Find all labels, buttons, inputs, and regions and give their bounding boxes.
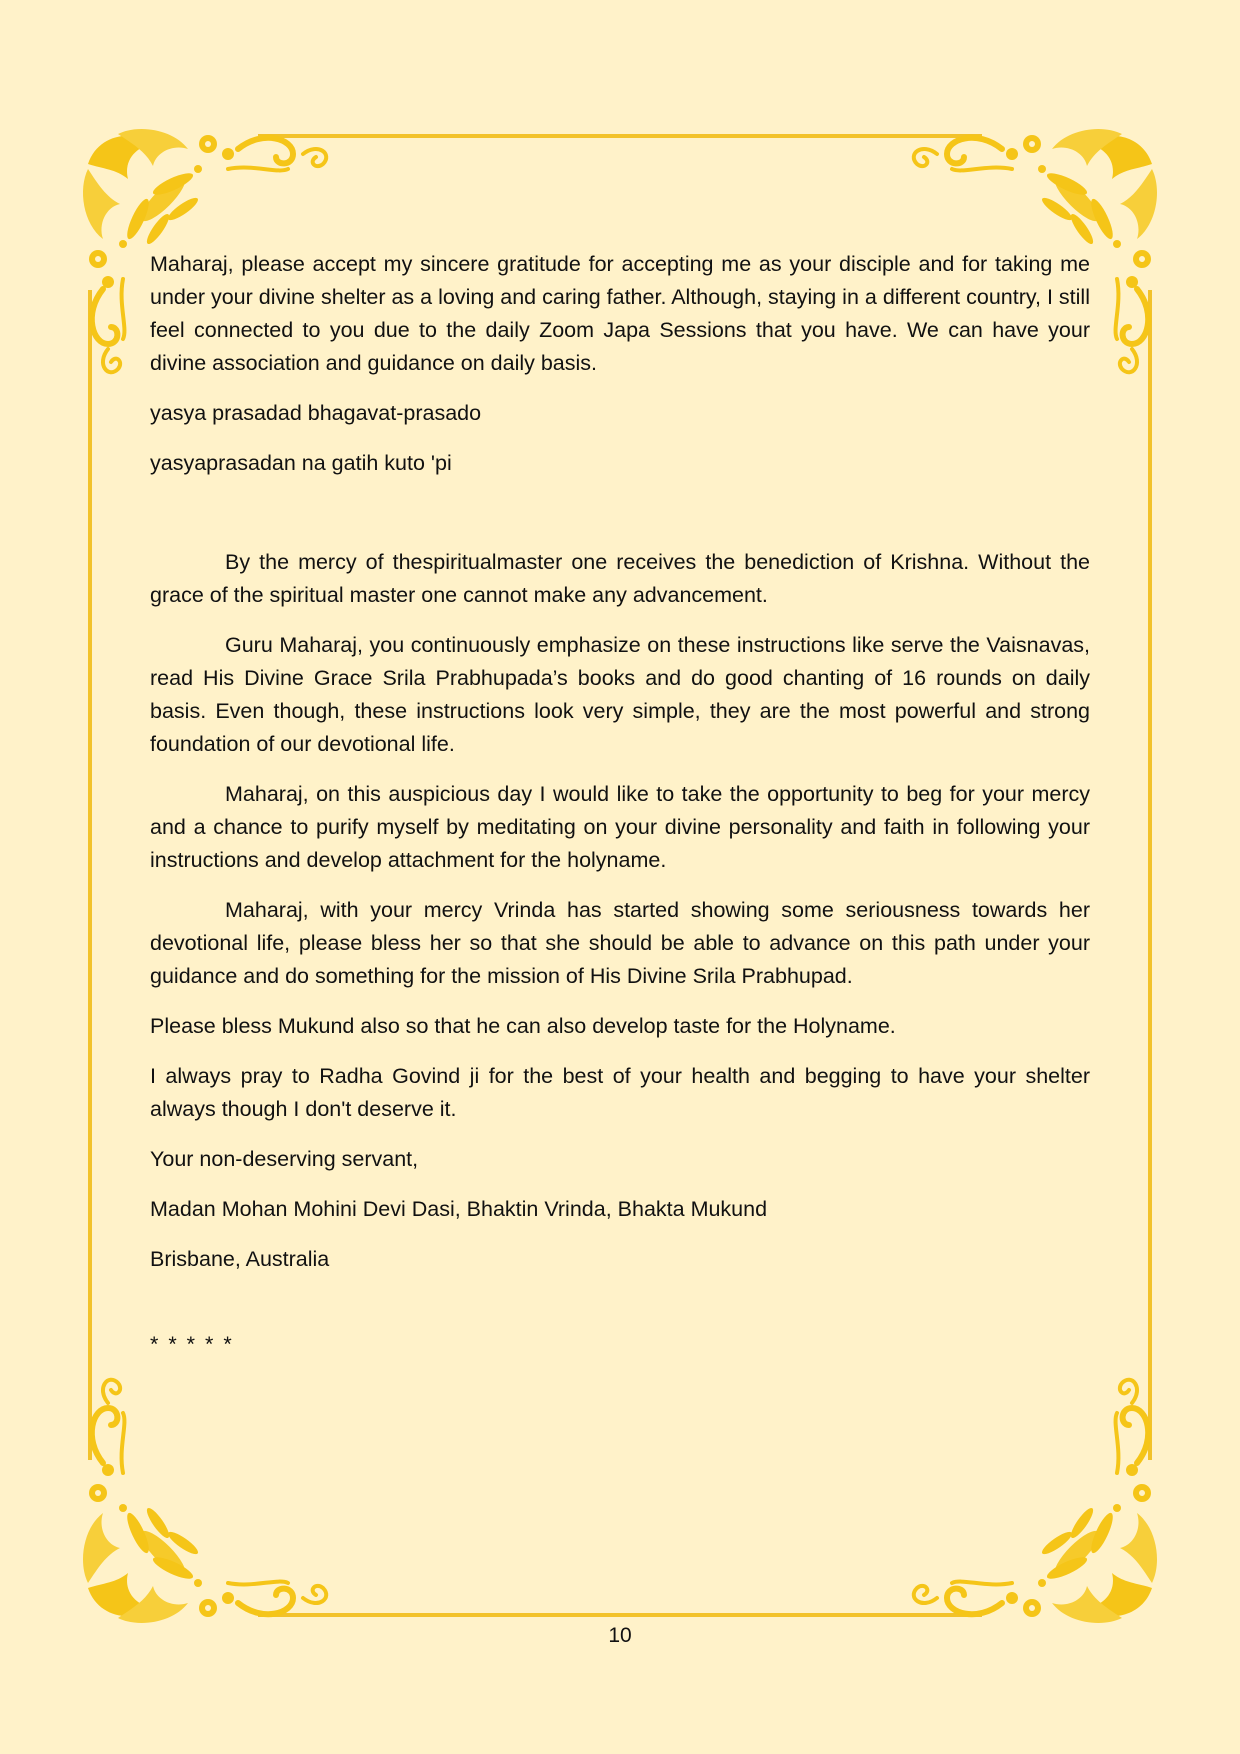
paragraph-prayer: I always pray to Radha Govind ji for the best of your health and begging to have your shelter always though I don't deserve it. (150, 1064, 1090, 1121)
paragraph-gratitude: Maharaj, please accept my sincere gratitude for accepting me as your disciple and for taking me under your divine shelter as a loving and caring father. Although, staying in a different country, I still feel connected to you due to the daily Zoom Japa Sessions that you have. We can have your divine association and guidance on daily basis. (150, 252, 1090, 375)
floral-corner-bottom-right-icon (914, 1380, 1157, 1623)
section-separator: * * * * * (150, 1332, 234, 1356)
verse-line-1: yasya prasadad bhagavat-prasado (150, 401, 482, 425)
floral-corner-bottom-left-icon (83, 1380, 326, 1623)
paragraph-instructions: Guru Maharaj, you continuously emphasize on these instructions like serve the Vaisnavas, read His Divine Grace Srila Prabhupada’s books and do good chanting of 16 rounds on daily basis. Even though, these instructions look very simple, they are the most powerful and strong foundation of our devotional life. (150, 633, 1090, 756)
letter-body (150, 248, 1090, 1378)
verse-line-2: yasyaprasadan na gatih kuto 'pi (150, 451, 452, 475)
location: Brisbane, Australia (150, 1247, 330, 1271)
paragraph-verse-meaning: By the mercy of thespiritualmaster one receives the benediction of Krishna. Without the grace of the spiritual master one cannot make any advancement. (150, 550, 1090, 607)
page-number: 10 (608, 1624, 632, 1647)
signature: Madan Mohan Mohini Devi Dasi, Bhaktin Vrinda, Bhakta Mukund (150, 1197, 768, 1221)
paragraph-mukund: Please bless Mukund also so that he can also develop taste for the Holyname. (150, 1014, 896, 1038)
closing-line: Your non-deserving servant, (150, 1147, 419, 1171)
paragraph-auspicious-day: Maharaj, on this auspicious day I would like to take the opportunity to beg for your mercy and a chance to purify myself by meditating on your divine personality and faith in following your instructions and develop attachment for the holyname. (150, 782, 1090, 872)
paragraph-vrinda: Maharaj, with your mercy Vrinda has started showing some seriousness towards her devotional life, please bless her so that she should be able to advance on this path under your guidance and do something for the mission of His Divine Srila Prabhupad. (150, 898, 1090, 988)
